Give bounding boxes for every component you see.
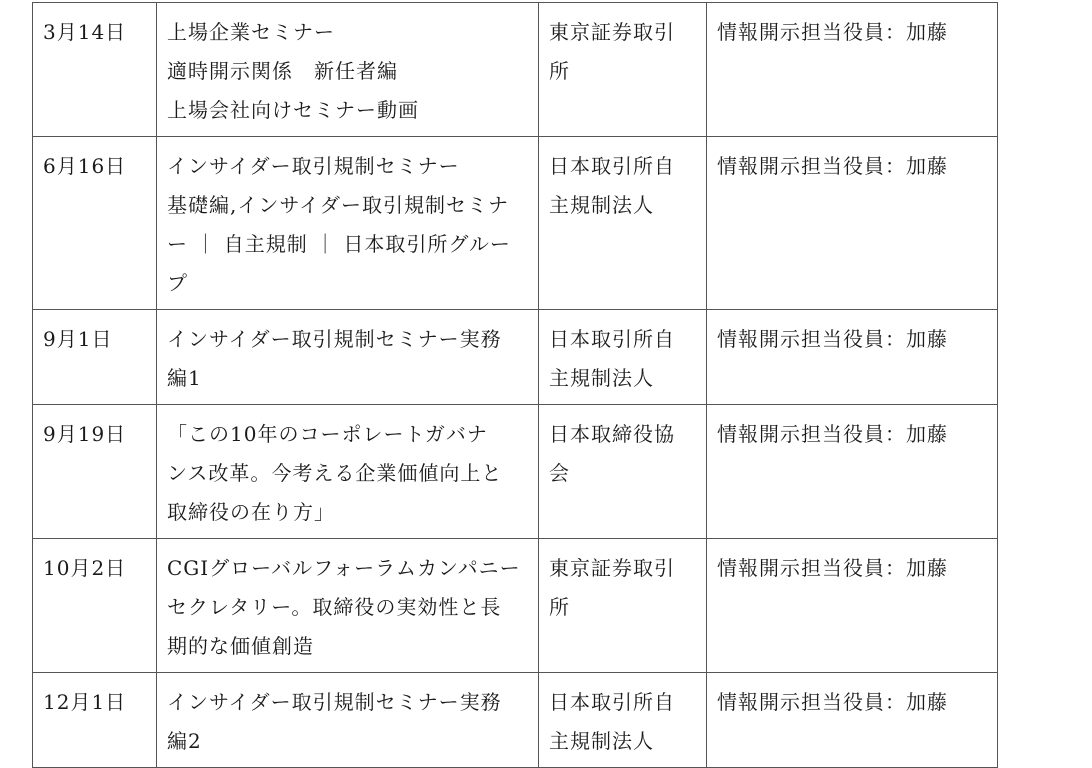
title-line: インサイダー取引規制セミナー実務 <box>167 690 502 714</box>
title-cell <box>157 405 539 539</box>
title-line: 期的な価値創造 <box>167 634 314 658</box>
organizer-line: 日本取引所自 <box>549 327 675 351</box>
title-line: インサイダー取引規制セミナー実務 <box>167 327 502 351</box>
table-row <box>33 3 998 137</box>
date-cell: 10月2日 <box>33 539 157 673</box>
title-line: 取締役の在り方」 <box>167 500 335 524</box>
title-line: 編1 <box>167 366 202 390</box>
attendee-cell: 情報開示担当役員：加藤 <box>707 673 998 768</box>
attendee-cell: 情報開示担当役員：加藤 <box>707 137 998 310</box>
title-line: CGIグローバルフォーラムカンパニー <box>167 556 521 580</box>
title-cell <box>157 137 539 310</box>
table-row <box>33 310 998 405</box>
title-cell <box>157 673 539 768</box>
title-line: 上場会社向けセミナー動画 <box>167 98 419 122</box>
title-line: インサイダー取引規制セミナー <box>167 154 460 178</box>
organizer-line: 日本取引所自 <box>549 154 675 178</box>
organizer-line: 主規制法人 <box>549 193 654 217</box>
title-line: セクレタリー。取締役の実効性と長 <box>167 595 502 619</box>
organizer-line: 東京証券取引 <box>549 20 675 44</box>
organizer-cell <box>539 673 707 768</box>
title-cell <box>157 539 539 673</box>
seminar-table <box>32 2 998 768</box>
organizer-line: 所 <box>549 595 570 619</box>
title-line: 適時開示関係 新任者編 <box>167 59 398 83</box>
attendee-cell: 情報開示担当役員：加藤 <box>707 405 998 539</box>
attendee-cell: 情報開示担当役員：加藤 <box>707 3 998 137</box>
organizer-line: 日本取締役協 <box>549 422 675 446</box>
organizer-line: 東京証券取引 <box>549 556 675 580</box>
organizer-cell <box>539 310 707 405</box>
date-cell: 3月14日 <box>33 3 157 137</box>
title-line: 編2 <box>167 729 202 753</box>
title-line: 「この10年のコーポレートガバナ <box>167 422 488 446</box>
organizer-cell <box>539 405 707 539</box>
organizer-cell <box>539 137 707 310</box>
title-cell <box>157 310 539 405</box>
date-cell: 9月1日 <box>33 310 157 405</box>
date-cell: 12月1日 <box>33 673 157 768</box>
title-line: ー ｜ 自主規制 ｜ 日本取引所グルー <box>167 232 511 256</box>
organizer-line: 会 <box>549 461 570 485</box>
organizer-cell <box>539 539 707 673</box>
table-row <box>33 539 998 673</box>
date-cell: 6月16日 <box>33 137 157 310</box>
title-line: ンス改革。今考える企業価値向上と <box>167 461 503 485</box>
organizer-line: 所 <box>549 59 570 83</box>
table-row <box>33 137 998 310</box>
organizer-cell <box>539 3 707 137</box>
title-cell <box>157 3 539 137</box>
table-row <box>33 405 998 539</box>
organizer-line: 主規制法人 <box>549 729 654 753</box>
title-line: 基礎編,インサイダー取引規制セミナ <box>167 193 509 217</box>
organizer-line: 主規制法人 <box>549 366 654 390</box>
title-line: プ <box>167 271 188 295</box>
title-line: 上場企業セミナー <box>167 20 335 44</box>
attendee-cell: 情報開示担当役員：加藤 <box>707 539 998 673</box>
table-row <box>33 673 998 768</box>
organizer-line: 日本取引所自 <box>549 690 675 714</box>
date-cell: 9月19日 <box>33 405 157 539</box>
attendee-cell: 情報開示担当役員：加藤 <box>707 310 998 405</box>
